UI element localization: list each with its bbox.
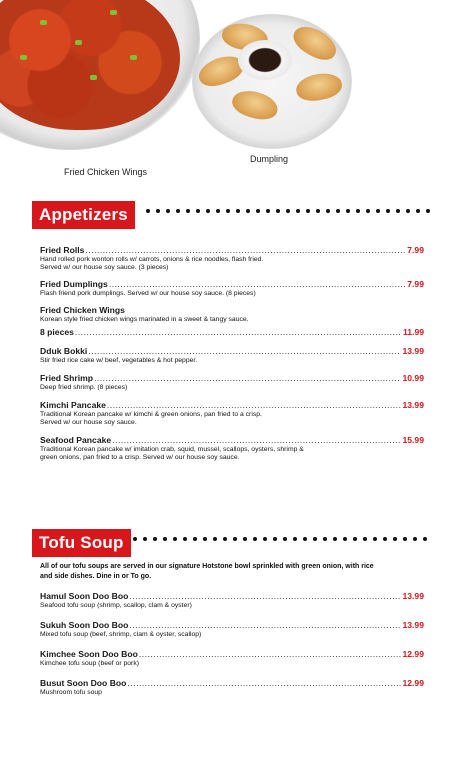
item-desc: Traditional Korean pancake w/ kimchi & green onions, pan fried to a crisp. (40, 411, 262, 418)
tofu-soup-list (40, 562, 424, 697)
item-name: Seafood Pancake (40, 435, 112, 445)
item-price: 11.99 (402, 327, 424, 337)
item-price: 12.99 (402, 649, 424, 659)
tofu-soup-header (32, 529, 432, 557)
item-name: Sukuh Soon Doo Boo (40, 620, 129, 630)
item-price: 13.99 (402, 620, 424, 630)
item-name: Fried Chicken Wings (40, 305, 125, 315)
item-desc: Seafood tofu soup (shrimp, scallop, clam & oyster) (40, 602, 192, 609)
menu-item (40, 619, 424, 639)
item-desc: Traditional Korean pancake w/ imitation crab, squid, mussel, scallops, oysters, shrimp & (40, 446, 304, 453)
section-title: Appetizers (32, 201, 135, 229)
dot-divider (133, 537, 427, 545)
item-price: 7.99 (407, 279, 424, 289)
item-portion: 8 pieces (40, 327, 74, 337)
dot-divider (146, 209, 430, 217)
menu-item (40, 677, 424, 697)
item-name: Fried Rolls (40, 245, 85, 255)
food-photos (0, 0, 464, 185)
item-desc: Served w/ our house soy sauce. (3 pieces) (40, 264, 169, 271)
dumpling-caption: Dumpling (250, 154, 289, 164)
item-name: Fried Shrimp (40, 373, 94, 383)
menu-item (40, 244, 424, 272)
item-desc: Mixed tofu soup (beef, shrimp, clam & oyster, scallop) (40, 631, 202, 638)
item-price: 7.99 (407, 245, 424, 255)
item-price: 10.99 (402, 373, 424, 383)
menu-item (40, 648, 424, 668)
item-name: Fried Dumplings (40, 279, 108, 289)
appetizers-header (32, 201, 432, 229)
item-price: 13.99 (402, 591, 424, 601)
item-price: 15.99 (402, 435, 424, 445)
item-name: Busut Soon Doo Boo (40, 678, 127, 688)
item-name: Hamul Soon Doo Boo (40, 591, 129, 601)
section-intro: and side dishes. Dine in or To go. (40, 573, 152, 580)
item-price: 12.99 (402, 678, 424, 688)
item-desc: green onions, pan fried to a crisp. Served w/ our house soy sauce. (40, 454, 240, 461)
item-name: Kimchi Pancake (40, 400, 106, 410)
item-price: 13.99 (402, 346, 424, 356)
appetizer-list (40, 244, 424, 462)
item-desc: Served w/ our house soy sauce. (40, 419, 137, 426)
sauce-bowl (238, 40, 292, 80)
section-intro: All of our tofu soups are served in our signature Hotstone bowl sprinkled with green onion, with rice (40, 563, 374, 570)
menu-item (40, 278, 424, 298)
menu-item (40, 399, 424, 427)
item-desc: Stir fried rice cake w/ beef, vegetables & hot pepper. (40, 357, 198, 364)
item-name: Kimchee Soon Doo Boo (40, 649, 138, 659)
item-desc: Flash friend pork dumplings. Served w/ our house soy sauce. (8 pieces) (40, 290, 256, 297)
item-desc: Deep fried shrimp. (8 pieces) (40, 384, 128, 391)
wings-caption: Fried Chicken Wings (64, 167, 148, 177)
menu-item (40, 372, 424, 392)
item-desc: Mushroom tofu soup (40, 689, 102, 696)
item-desc: Hand rolled pork wonton rolls w/ carrots, onions & rice noodles, flash fried. (40, 256, 264, 263)
menu-item (40, 345, 424, 365)
menu-item (40, 304, 424, 338)
menu-item (40, 590, 424, 610)
section-title: Tofu Soup (32, 529, 131, 557)
item-desc: Kimchee tofu soup (beef or pork) (40, 660, 139, 667)
item-desc: Korean style fried chicken wings marinated in a sweet & tangy sauce. (40, 316, 249, 323)
item-name: Dduk Bokki (40, 346, 88, 356)
item-price: 13.99 (402, 400, 424, 410)
menu-item (40, 434, 424, 462)
